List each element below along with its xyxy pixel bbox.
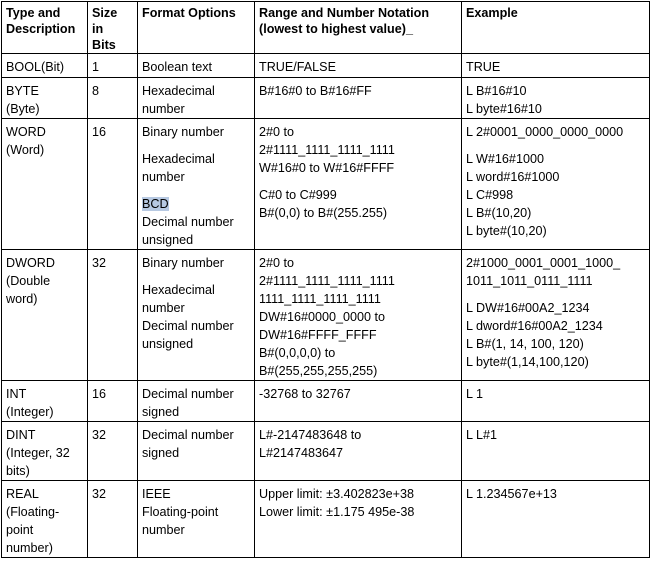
cell-line: 32 (92, 487, 107, 501)
cell-type (2, 78, 88, 119)
table-row-bool (2, 54, 650, 78)
cell-line: L 1.234567e+13 (466, 487, 557, 501)
cell-line: Decimal number (142, 319, 234, 333)
cell-line (142, 195, 250, 213)
cell-line: number (142, 523, 185, 537)
cell-line: 2#1111_1111_1111_1111 (259, 274, 395, 288)
cell-line: number (142, 102, 185, 116)
header-size (88, 2, 138, 54)
cell-format (138, 422, 255, 481)
cell-type (2, 422, 88, 481)
cell-line: L#-2147483648 to (259, 428, 362, 442)
cell-size (88, 250, 138, 381)
cell-line: 8 (92, 84, 100, 98)
line-gap (466, 290, 645, 299)
cell-line: DW#16#0000_0000 to (259, 310, 386, 324)
cell-range (255, 54, 462, 78)
cell-line: DW#16#FFFF_FFFF (259, 328, 377, 342)
cell-line: Format Options (142, 6, 236, 20)
cell-type (2, 54, 88, 78)
cell-size (88, 78, 138, 119)
cell-example (462, 54, 650, 78)
cell-range (255, 481, 462, 558)
cell-line: -32768 to 32767 (259, 387, 351, 401)
cell-line: C#0 to C#999 (259, 188, 337, 202)
cell-line: DWORD (6, 256, 55, 270)
cell-example (462, 422, 650, 481)
cell-range (255, 422, 462, 481)
cell-line: BYTE (6, 84, 39, 98)
line-gap (142, 272, 250, 281)
cell-example (462, 250, 650, 381)
cell-line: B#(0,0) to B#(255.255) (259, 206, 388, 220)
cell-line: B#(255,255,255,255) (259, 364, 378, 378)
header-example (462, 2, 650, 54)
cell-line: Lower limit: ±1.175 495e-38 (259, 505, 415, 519)
cell-line: L W#16#1000 (466, 152, 544, 166)
cell-line: L#2147483647 (259, 446, 344, 460)
cell-line: TRUE (466, 60, 501, 74)
cell-line: unsigned (142, 233, 194, 247)
cell-range (255, 78, 462, 119)
cell-line: signed (142, 405, 180, 419)
cell-line: (Integer) (6, 405, 54, 419)
cell-line: L B#(1, 14, 100, 120) (466, 337, 584, 351)
cell-line: 2#1000_0001_0001_1000_ (466, 256, 621, 270)
cell-line: 16 (92, 125, 107, 139)
cell-line: Hexadecimal (142, 84, 215, 98)
cell-size (88, 119, 138, 250)
table-row-dint (2, 422, 650, 481)
line-gap (259, 177, 457, 186)
cell-line: W#16#0 to W#16#FFFF (259, 161, 395, 175)
cell-line: Upper limit: ±3.402823e+38 (259, 487, 414, 501)
table-row-word (2, 119, 650, 250)
cell-line: L byte#16#10 (466, 102, 542, 116)
cell-line: Decimal number (142, 387, 234, 401)
cell-line: B#16#0 to B#16#FF (259, 84, 372, 98)
cell-example (462, 78, 650, 119)
cell-line: 2#1111_1111_1111_1111 (259, 143, 395, 157)
line-gap (466, 141, 645, 150)
table-row-real (2, 481, 650, 558)
cell-range (255, 381, 462, 422)
table-body (2, 54, 650, 558)
cell-line: number (142, 301, 185, 315)
table-row-byte (2, 78, 650, 119)
cell-range (255, 250, 462, 381)
cell-line: Hexadecimal (142, 152, 215, 166)
cell-line: number (142, 170, 185, 184)
table-row-dword (2, 250, 650, 381)
cell-line: IEEE (142, 487, 171, 501)
cell-line: Size (92, 6, 118, 20)
cell-format (138, 119, 255, 250)
cell-line: Type and (6, 6, 61, 20)
header-range (255, 2, 462, 54)
data-types-table (1, 1, 650, 558)
cell-line: Range and Number Notation (259, 6, 430, 20)
cell-line: 1 (92, 60, 100, 74)
cell-line: (Byte) (6, 102, 40, 116)
header-row (2, 2, 650, 54)
cell-line: INT (6, 387, 27, 401)
header-format (138, 2, 255, 54)
line-gap (142, 141, 250, 150)
header-type (2, 2, 88, 54)
cell-line: DINT (6, 428, 36, 442)
cell-size (88, 422, 138, 481)
cell-line: L 1 (466, 387, 484, 401)
cell-line: (lowest to highest value)_ (259, 22, 413, 36)
cell-format (138, 250, 255, 381)
cell-line: L C#998 (466, 188, 514, 202)
cell-line: unsigned (142, 337, 194, 351)
cell-line: Bits (92, 38, 116, 52)
cell-line: REAL (6, 487, 39, 501)
cell-example (462, 119, 650, 250)
cell-line: Decimal number (142, 428, 234, 442)
cell-line: L B#(10,20) (466, 206, 532, 220)
cell-line: (Integer, 32 (6, 446, 70, 460)
cell-line: 16 (92, 387, 107, 401)
cell-line: (Double (6, 274, 51, 288)
table-row-int (2, 381, 650, 422)
cell-line: WORD (6, 125, 46, 139)
line-gap (142, 186, 250, 195)
cell-line: 1111_1111_1111_1111 (259, 292, 381, 306)
cell-line: TRUE/FALSE (259, 60, 336, 74)
cell-line: Floating-point (142, 505, 219, 519)
cell-type (2, 250, 88, 381)
cell-line: Binary number (142, 256, 224, 270)
cell-line: Example (466, 6, 518, 20)
cell-line: signed (142, 446, 180, 460)
cell-type (2, 119, 88, 250)
cell-example (462, 381, 650, 422)
selection-highlight: BCD (142, 197, 169, 211)
cell-line: 2#0 to (259, 125, 295, 139)
cell-size (88, 54, 138, 78)
cell-size (88, 381, 138, 422)
cell-line: word) (6, 292, 38, 306)
cell-format (138, 481, 255, 558)
cell-line: L byte#(1,14,100,120) (466, 355, 589, 369)
cell-line: L byte#(10,20) (466, 224, 547, 238)
cell-line: B#(0,0,0,0) to (259, 346, 336, 360)
cell-format (138, 78, 255, 119)
cell-line: Description (6, 22, 76, 36)
cell-line: Decimal number (142, 215, 234, 229)
cell-line: (Word) (6, 143, 45, 157)
cell-line: (Floating- (6, 505, 60, 519)
cell-line: L word#16#1000 (466, 170, 560, 184)
cell-line: L DW#16#00A2_1234 (466, 301, 590, 315)
cell-line: 32 (92, 256, 107, 270)
cell-line: in (92, 22, 104, 36)
cell-line: L L#1 (466, 428, 498, 442)
cell-line: bits) (6, 464, 30, 478)
cell-line: Boolean text (142, 60, 213, 74)
cell-line: 32 (92, 428, 107, 442)
cell-line: L 2#0001_0000_0000_0000 (466, 125, 624, 139)
cell-type (2, 381, 88, 422)
cell-line: point (6, 523, 34, 537)
cell-line: 2#0 to (259, 256, 295, 270)
cell-line: L B#16#10 (466, 84, 527, 98)
cell-line: L dword#16#00A2_1234 (466, 319, 603, 333)
cell-line: BOOL(Bit) (6, 60, 65, 74)
cell-line: 1011_1011_0111_1111 (466, 274, 593, 288)
cell-example (462, 481, 650, 558)
cell-line: Hexadecimal (142, 283, 215, 297)
cell-line: number) (6, 541, 53, 555)
cell-range (255, 119, 462, 250)
cell-format (138, 54, 255, 78)
cell-type (2, 481, 88, 558)
cell-format (138, 381, 255, 422)
cell-size (88, 481, 138, 558)
cell-line: Binary number (142, 125, 224, 139)
